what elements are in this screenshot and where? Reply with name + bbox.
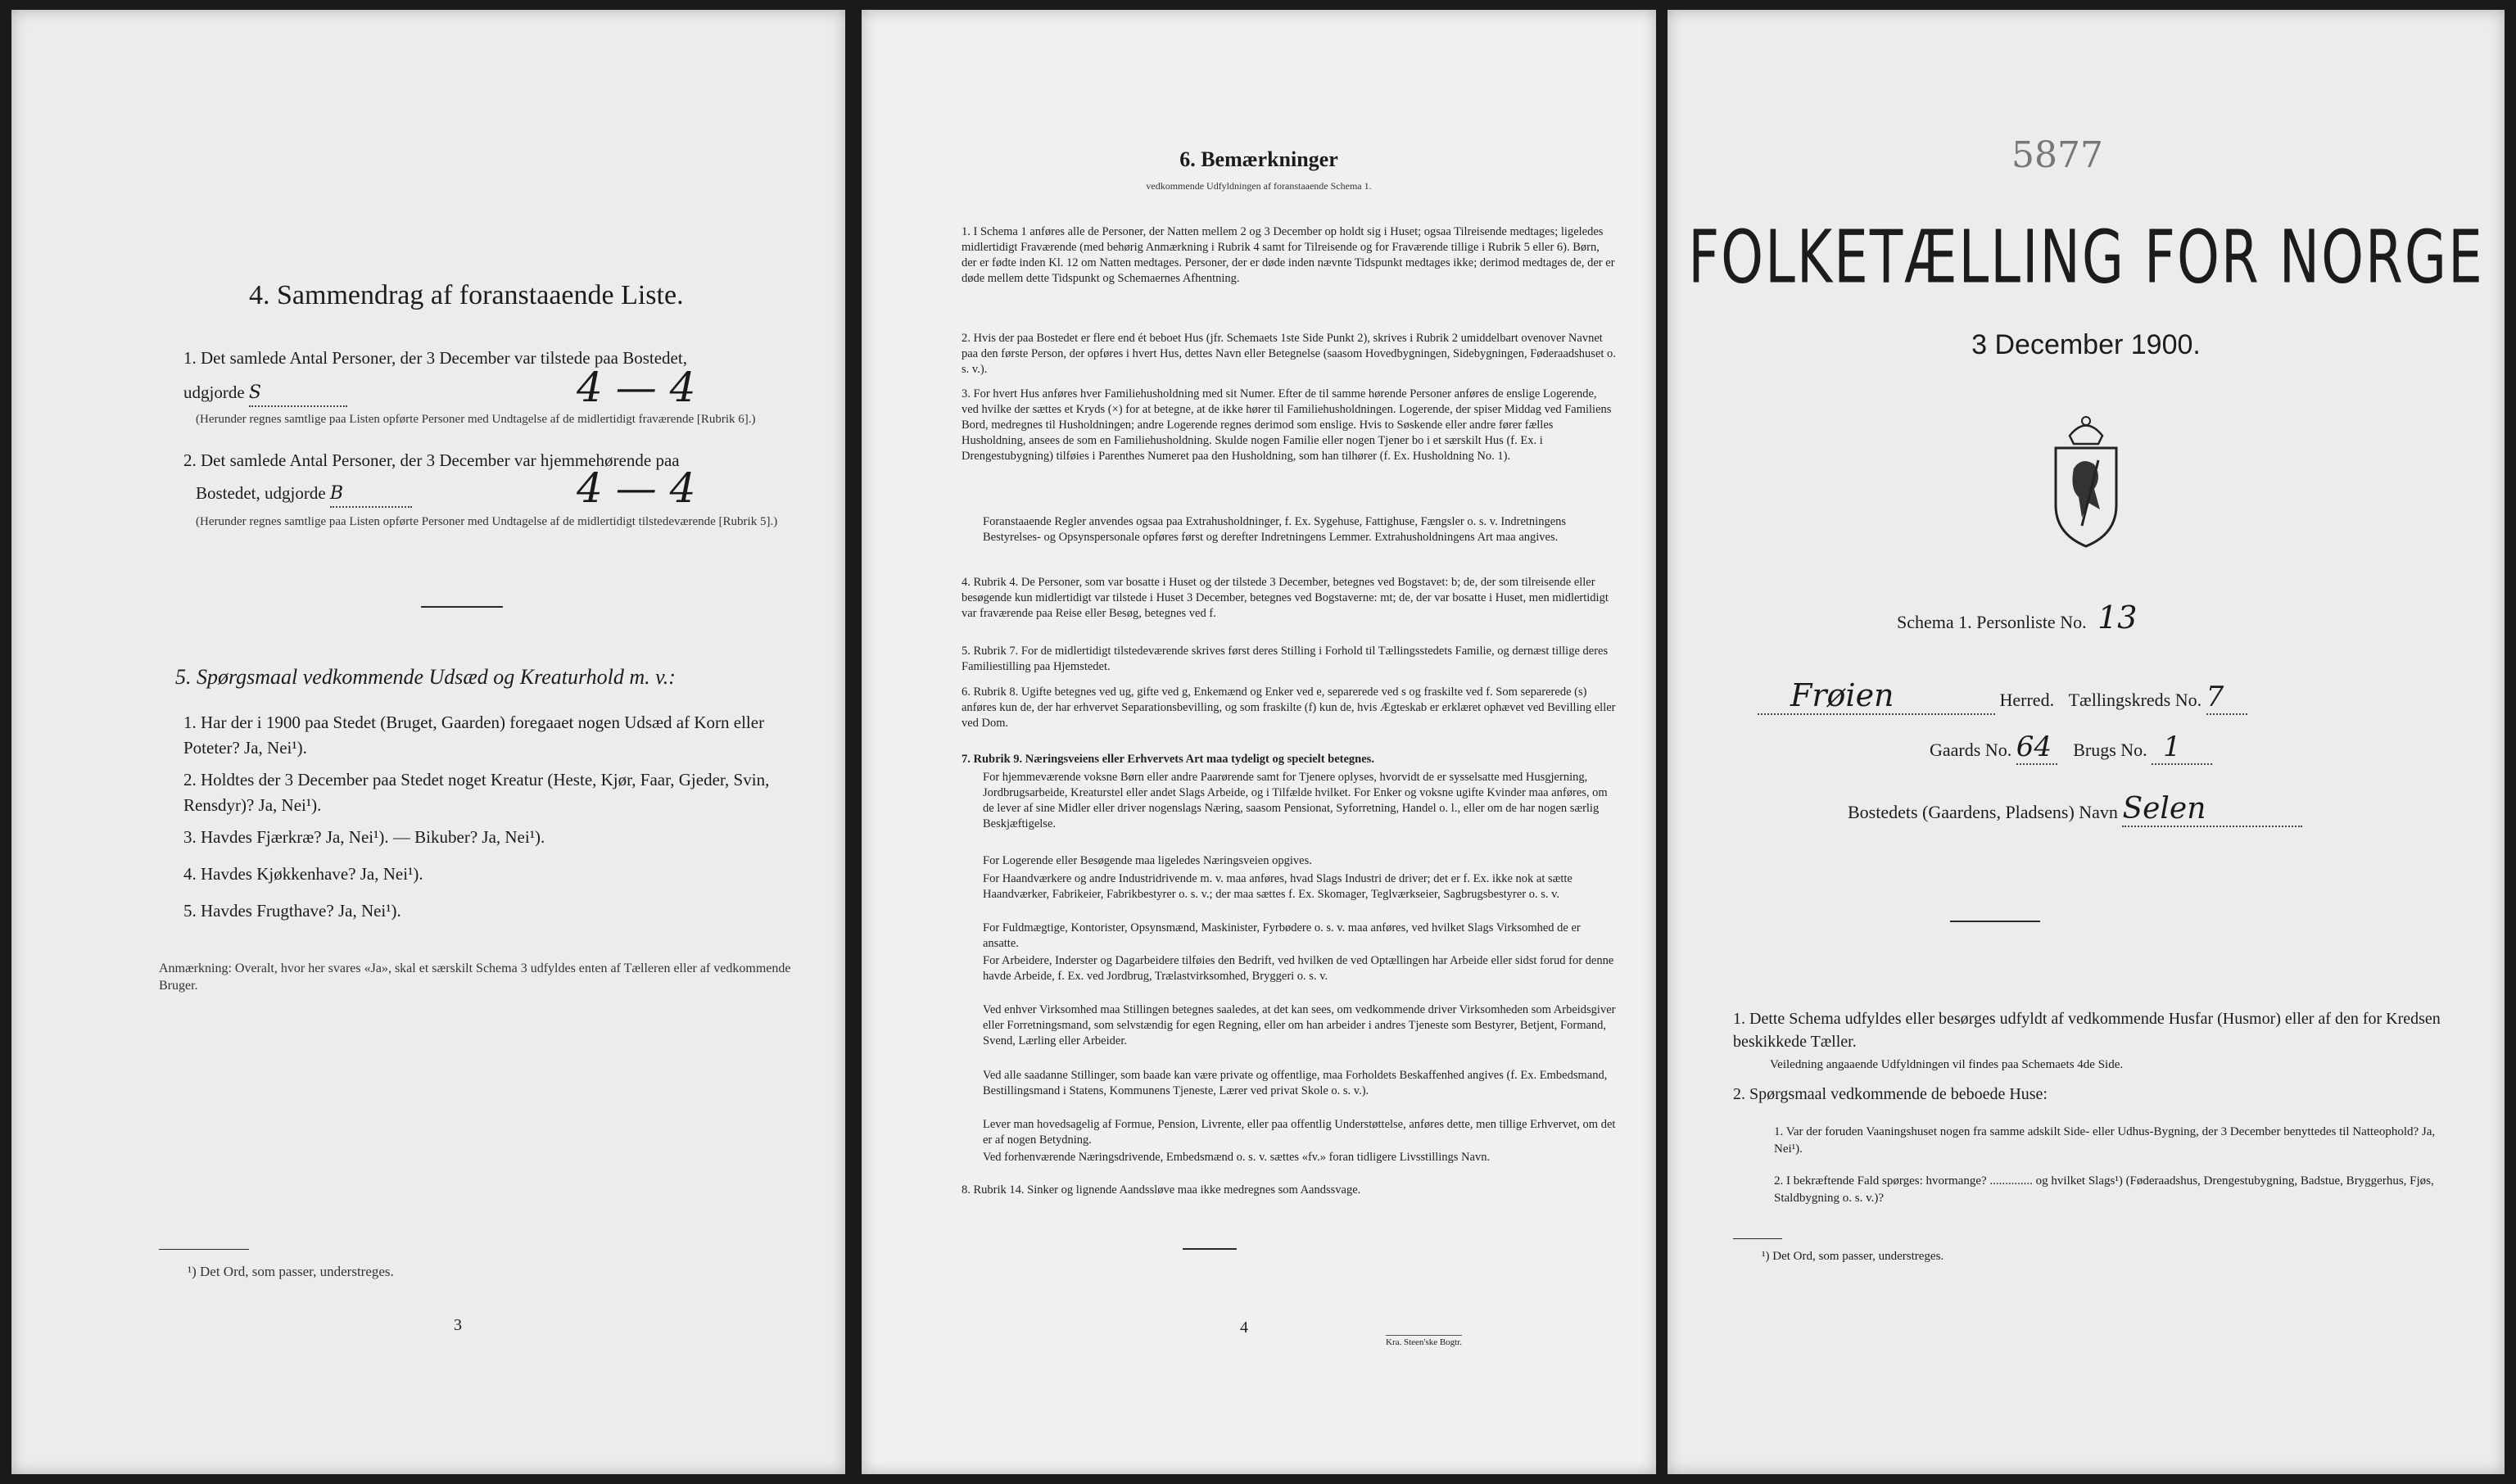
remark-item: 8. Rubrik 14. Sinker og lignende Aandssløve maa ikke medregnes som Aandssvage. <box>962 1183 1361 1197</box>
question-4: 4. Havdes Kjøkkenhave? Ja, Nei¹). <box>183 864 423 884</box>
section5-title: 5. Spørgsmaal vedkommende Udsæd og Kreaturhold m. v.: <box>175 665 676 689</box>
remark-item: 2. Hvis der paa Bostedet er flere end ét beboet Hus (jfr. Schemaets 1ste Side Punkt 2), skrives i Rubrik 2 umiddelbart ovenover Navnet paa den første Person, der opføres i hvert Hus, dettes Navn eller Betegnelse (saasom Hovedbygningen, Sidebygningen, Føderaadshuset o. s. v.). <box>962 332 1616 376</box>
brugs-value: 1 <box>2152 731 2212 765</box>
gaards-value: 64 <box>2016 731 2057 765</box>
footnote: ¹) Det Ord, som passer, understreges. <box>188 1264 394 1279</box>
remarks-title: 6. Bemærkninger <box>1179 147 1338 171</box>
page-middle <box>862 10 1656 1474</box>
page-number: 4 <box>1240 1319 1248 1337</box>
remark-item: For Logerende eller Besøgende maa ligeledes Næringsveien opgives. <box>983 854 1312 867</box>
remark-item: Foranstaaende Regler anvendes ogsaa paa Extrahusholdninger, f. Ex. Sygehuse, Fattighuse, Fængsler o. s. v. Indretningens Bestyrelses- og Opsynspersonale opføres først og derefter Indretningens Lemmer. Extrahusholdningens Art maa angives. <box>983 515 1567 544</box>
instruction-2-2: 2. I bekræftende Fald spørges: hvormange? .............. og hvilket Slags¹) (Føderaadshus, Drengestubygning, Badstue, Bryggerhus, Fjøs, Staldbygning o. s. v.)? <box>1774 1174 2434 1205</box>
census-date: 3 December 1900. <box>1971 329 2201 360</box>
remark-item: 5. Rubrik 7. For de midlertidigt tilstedeværende skrives først deres Stilling i Forhold til Tællingsstedets Familie, og dernæst tillige deres Familiestilling paa Hjemstedet. <box>962 645 1609 673</box>
footnote: ¹) Det Ord, som passer, understreges. <box>1762 1250 1944 1263</box>
kreds-label: Tællingskreds No. <box>2068 690 2202 710</box>
section4-title: 4. Sammendrag af foranstaaende Liste. <box>249 280 684 310</box>
item2-hand-code: B <box>330 481 412 508</box>
remark-item: 4. Rubrik 4. De Personer, som var bosatte i Huset og der tilstede 3 December, betegnes ved Bogstavet: b; de, der som tilreisende eller besøgende kun midlertidigt var tilstede i Huset 3 December, betegnes ved Bogstaverne: mt; de, der var bosatte i Huset, men midlertidigt var fraværende paa Reise eller Besøg, betegnes ved f. <box>962 576 1609 620</box>
page-number: 3 <box>454 1316 462 1334</box>
remark-item: For Haandværkere og andre Industridrivende m. v. maa anføres, hvad Slags Industri de driver; det er f. Ex. ikke nok at sætte Haandværker, Fabrikeier, Fabrikbestyrer o. s. v.; der maa sættes f. Ex. Skomager, Teglværkseier, Sagbrugsbestyrer o. s. v. <box>983 872 1572 901</box>
printer-mark: Kra. Steen'ske Bogtr. <box>1386 1335 1462 1347</box>
divider <box>421 606 503 608</box>
footnote-rule <box>159 1249 249 1250</box>
remark-item: For hjemmeværende voksne Børn eller andre Paarørende samt for Tjenere oplyses, hvorvidt de er sysselsatte med Husgjerning, Jordbrugsarbeide, Kreaturstel eller andet Slags Arbeide, og i Tilfælde hvilket. For Enker og voksne ugifte Kvinder maa anføres, om de lever af sine Midler eller driver nogenslags Næring, saasom Pensionat, Syforretning, Handel o. l., eller om de har nogen særlig Beskjæftigelse. <box>983 771 1608 830</box>
divider <box>1183 1248 1237 1250</box>
remark-item: Ved forhenværende Næringsdrivende, Embedsmænd o. s. v. sættes «fv.» foran tidligere Livsstillings Navn. <box>983 1151 1491 1164</box>
remarks-subtitle: vedkommende Udfyldningen af foranstaaende Schema 1. <box>1146 180 1372 192</box>
question-2: 2. Holdtes der 3 December paa Stedet noget Kreatur (Heste, Kjør, Faar, Gjeder, Svin, Rensdyr)? Ja, Nei¹). <box>183 770 770 815</box>
remark-item: 7. Rubrik 9. Næringsveiens eller Erhvervets Art maa tydeligt og specielt betegnes. <box>962 753 1374 766</box>
remark-item: 6. Rubrik 8. Ugifte betegnes ved ug, gifte ved g, Enkemænd og Enker ved e, separerede ved s og fraskilte ved f. Som separerede (s) anføres kun de, der har erhvervet Separationsbevilling, og som fraskilte (f) kun de, hvis Ægteskab er erklæret ophævet ved Bevilling eller ved Dom. <box>962 685 1616 730</box>
anmerkning: Anmærkning: Overalt, hvor her svares «Ja», skal et særskilt Schema 3 udfyldes enten af Tælleren eller af vedkommende Bruger. <box>159 961 791 993</box>
instruction-1-note: Veiledning angaaende Udfyldningen vil findes paa Schemaets 4de Side. <box>1770 1058 2124 1071</box>
page-right <box>1668 10 2505 1474</box>
question-3: 3. Havdes Fjærkræ? Ja, Nei¹). — Bikuber? Ja, Nei¹). <box>183 827 545 847</box>
item1-hand-value: 4 — 4 <box>577 364 696 411</box>
item2-text: 2. Det samlede Antal Personer, der 3 December var hjemmehørende paa <box>183 450 680 470</box>
gaards-label: Gaards No. <box>1930 740 2012 760</box>
remark-item: For Fuldmægtige, Kontorister, Opsynsmænd, Maskinister, Fyrbødere o. s. v. maa anføres, ved hvilket Slags Virksomhed de er ansatte. <box>983 921 1581 950</box>
item2-bostedet: Bostedet, udgjorde <box>196 483 326 503</box>
kreds-value: 7 <box>2206 681 2247 715</box>
item1-hand-code: S <box>249 380 347 407</box>
item2-note: (Herunder regnes samtlige paa Listen opførte Personer med Undtagelse af de midlertidigt tilstedeværende [Rubrik 5].) <box>196 515 778 528</box>
remark-item: 1. I Schema 1 anføres alle de Personer, der Natten mellem 2 og 3 December op holdt sig i Huset; ogsaa Tilreisende medtages; ligeledes midlertidigt Fraværende (med behørig Anmærkning i Rubrik 4 samt for Tilreisende og for Fraværende tillige i Rubrik 5 eller 6). Børn, der er fødte inden Kl. 12 om Natten medtages. Personer, der er døde inden nævnte Tidspunkt medtages ikke; derimod medtages de, der er døde mellem dette Tidspunkt og Schemaernes Afhentning. <box>962 225 1615 285</box>
remark-item: 3. For hvert Hus anføres hver Familiehusholdning med sit Numer. Efter de til samme hørende Personer anføres de enslige Logerende, ved hvilke der sættes et Kryds (×) for at betegne, at de ikke hører til Familiehusholdningen. Logerende, der spiser Middag ved Familiens Bord, medregnes til Husholdningen; andre Logerende regnes derimod som enslige. Hvis to Søskende eller andre fører fælles Husholdning, ansees de som en Familiehusholdning. Skulde nogen Familie eller nogen Tjener bo i et særskilt Hus (f. Ex. i Drengestubygning) tilføies i Parenthes Numeret paa den Husholdning, som han tilhører (f. Ex. Husholdning No. 1). <box>962 387 1612 463</box>
schema-label: Schema 1. Personliste No. <box>1897 612 2087 632</box>
remark-item: For Arbeidere, Inderster og Dagarbeidere tilføies den Bedrift, ved hvilken de ved Optællingen har Arbeide eller sidst forud for denne havde Arbeide, f. Ex. ved Jordbrug, Trælastvirksomhed, Bryggeri o. s. v. <box>983 954 1614 983</box>
question-5: 5. Havdes Frugthave? Ja, Nei¹). <box>183 901 401 921</box>
bosted-label: Bostedets (Gaardens, Pladsens) Navn <box>1848 802 2118 822</box>
question-1: 1. Har der i 1900 paa Stedet (Bruget, Gaarden) foregaaet nogen Udsæd af Korn eller Poteter? Ja, Nei¹). <box>183 713 765 758</box>
item1-udgjorde: udgjorde <box>183 382 245 402</box>
instruction-2: 2. Spørgsmaal vedkommende de beboede Huse: <box>1733 1085 2048 1103</box>
census-title: FOLKETÆLLING FOR NORGE <box>1688 215 2484 300</box>
item1-text: 1. Det samlede Antal Personer, der 3 December var tilstede paa Bostedet, <box>183 348 687 368</box>
instruction-2-1: 1. Var der foruden Vaaningshuset nogen fra samme adskilt Side- eller Udhus-Bygning, der 3 December benyttedes til Natteophold? Ja, Nei¹). <box>1774 1125 2436 1156</box>
herred-label: Herred. <box>1999 690 2055 710</box>
bosted-value: Selen <box>2122 792 2302 827</box>
remark-item: Lever man hovedsagelig af Formue, Pension, Livrente, eller paa offentlig Understøttelse, anføres dette, men tillige Erhvervet, om det er af nogen Betydning. <box>983 1118 1616 1147</box>
schema-number: 13 <box>2097 599 2138 636</box>
remark-item: Ved enhver Virksomhed maa Stillingen betegnes saaledes, at det kan sees, om vedkommende driver Virksomheden som Arbeidsgiver eller Forretningsmand, som selvstændig for egen Regning, eller om han arbeider i andres Tjeneste som Bestyrer, Betjent, Formand, Svend, Lærling eller Arbeider. <box>983 1003 1616 1047</box>
norway-lion-crest-icon <box>2049 411 2123 550</box>
item2-hand-value: 4 — 4 <box>577 464 696 512</box>
item1-note: (Herunder regnes samtlige paa Listen opførte Personer med Undtagelse af de midlertidigt fraværende [Rubrik 6].) <box>196 413 756 426</box>
herred-value: Frøien <box>1758 677 1995 715</box>
remark-item: Ved alle saadanne Stillinger, som baade kan være private og offentlige, maa Forholdets Beskaffenhed angives (f. Ex. Embedsmand, Bestillingsmand i Statens, Kommunens Tjeneste, Lærer ved privat Skole o. s. v.). <box>983 1069 1608 1097</box>
footnote-rule <box>1733 1238 1782 1239</box>
divider <box>1950 921 2040 922</box>
page-left <box>11 10 845 1474</box>
brugs-label: Brugs No. <box>2073 740 2147 760</box>
instruction-1: 1. Dette Schema udfyldes eller besørges udfyldt af vedkommende Husfar (Husmor) eller af den for Kredsen beskikkede Tæller. <box>1733 1010 2441 1051</box>
archive-number: 5877 <box>2011 134 2103 176</box>
